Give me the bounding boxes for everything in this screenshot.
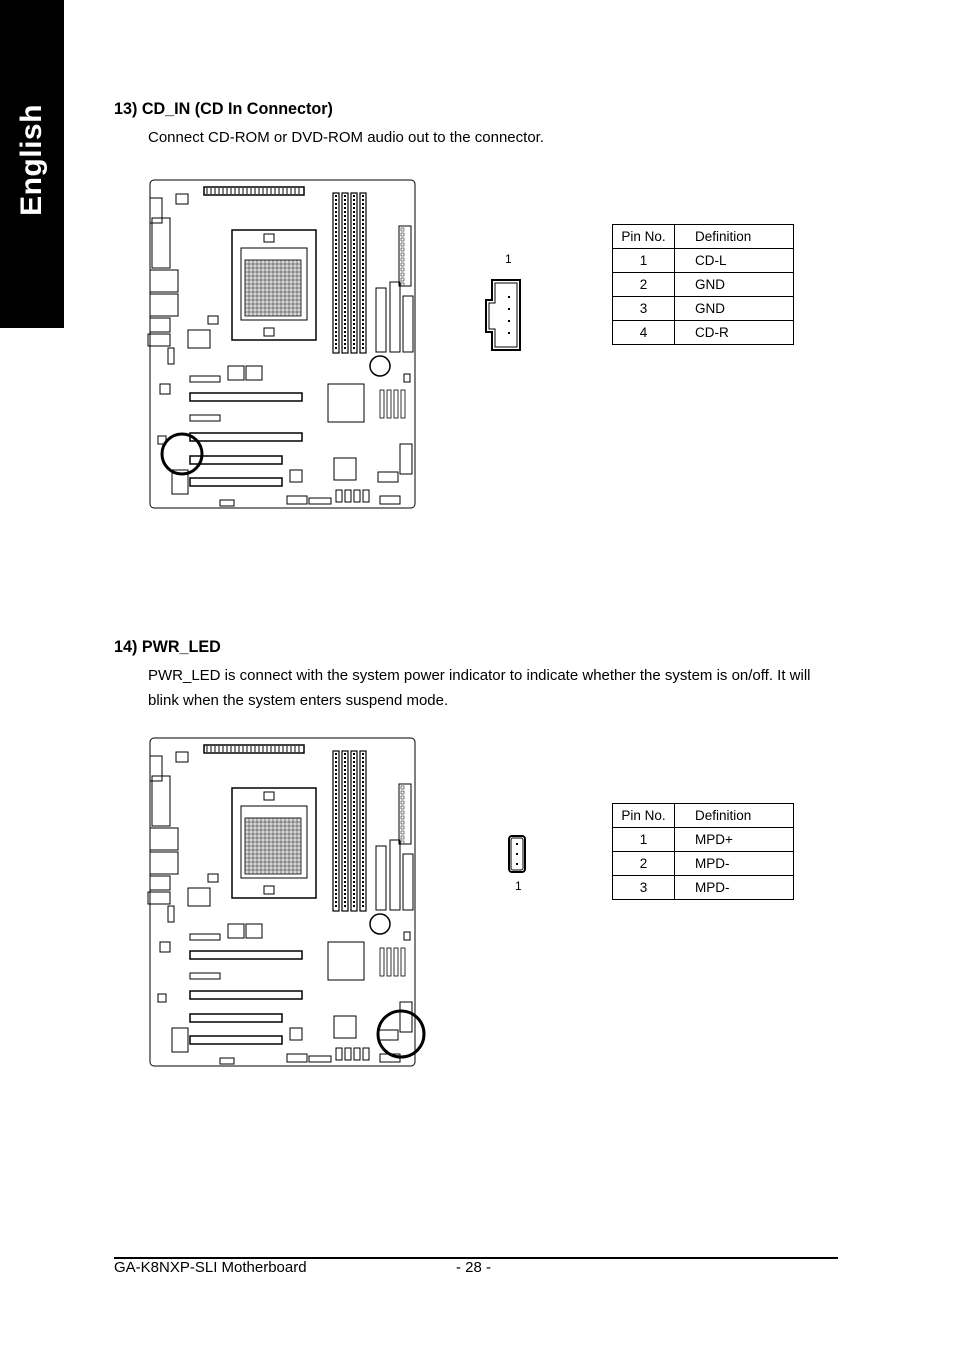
section-13-description: Connect CD-ROM or DVD-ROM audio out to the connector. [148, 129, 544, 146]
pwr-led-connector-icon [506, 834, 530, 878]
table-row [613, 297, 794, 321]
language-tab [0, 0, 64, 328]
section-14-heading: 14) PWR_LED [114, 637, 221, 656]
header-pin-no: Pin No. [613, 225, 675, 249]
section-13-heading: 13) CD_IN (CD In Connector) [114, 99, 333, 118]
table-row [613, 249, 794, 273]
table-row [613, 852, 794, 876]
section-14-description-line2: blink when the system enters suspend mode. [148, 692, 449, 709]
pin-number: 2 [613, 273, 675, 297]
pin-definition: GND [675, 297, 794, 321]
section-14-description-line1: PWR_LED is connect with the system power indicator to indicate whether the system is on/off. It will [148, 667, 811, 684]
table-header-row [613, 804, 794, 828]
table-row [613, 321, 794, 345]
motherboard-outline [148, 738, 415, 1066]
pwr-led-pin1-label: 1 [515, 879, 522, 893]
pin-number: 3 [613, 876, 675, 900]
table-row [613, 273, 794, 297]
pin-number: 2 [613, 852, 675, 876]
table-row [613, 828, 794, 852]
pin-definition: MPD- [675, 876, 794, 900]
motherboard-diagram-cd-in [146, 178, 420, 512]
pin-definition: MPD+ [675, 828, 794, 852]
pin-definition: CD-R [675, 321, 794, 345]
table-header-row [613, 225, 794, 249]
motherboard-outline [148, 180, 415, 508]
footer-model: GA-K8NXP-SLI Motherboard [114, 1259, 307, 1276]
pin-definition: CD-L [675, 249, 794, 273]
cd-in-pin1-label: 1 [505, 252, 512, 266]
header-definition: Definition [675, 804, 794, 828]
table-row [613, 876, 794, 900]
cd-in-highlight-circle [162, 434, 202, 474]
pwr-led-highlight-circle [378, 1011, 424, 1057]
pin-number: 3 [613, 297, 675, 321]
header-definition: Definition [675, 225, 794, 249]
pwr-led-pin-table [612, 803, 794, 900]
pin-number: 1 [613, 249, 675, 273]
header-pin-no: Pin No. [613, 804, 675, 828]
pin-number: 4 [613, 321, 675, 345]
pin-definition: MPD- [675, 852, 794, 876]
motherboard-diagram-pwr-led [146, 736, 430, 1070]
cd-in-pin-table [612, 224, 794, 345]
footer-page-number: - 28 - [456, 1259, 492, 1276]
cd-in-connector-icon [480, 270, 530, 354]
language-tab-label: English [15, 104, 48, 216]
pin-number: 1 [613, 828, 675, 852]
pin-definition: GND [675, 273, 794, 297]
